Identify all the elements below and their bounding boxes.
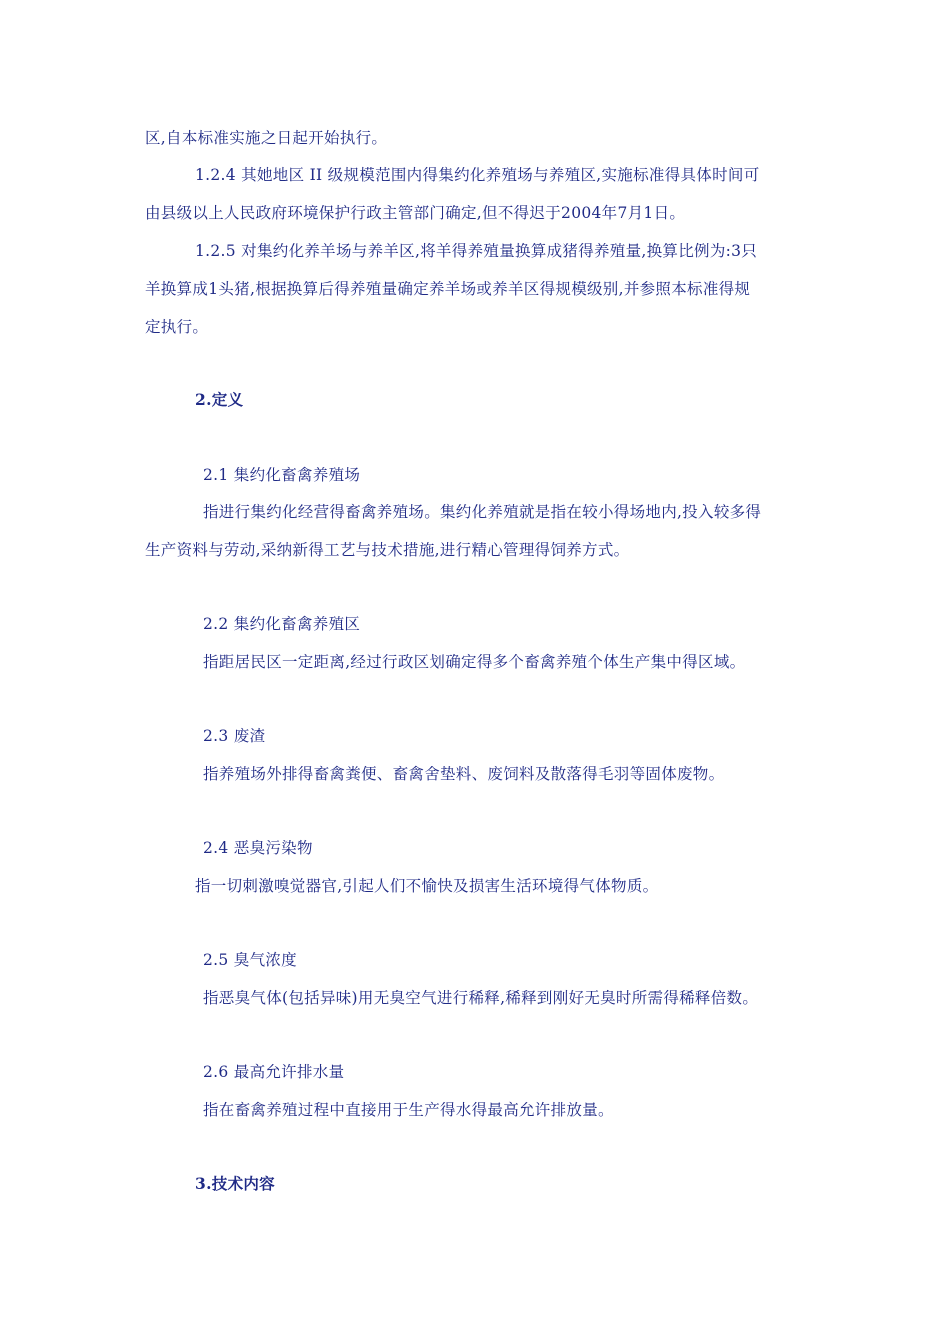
definition-2-6-title: 2.6 最高允许排水量 <box>203 1063 345 1081</box>
definition-2-1-title: 2.1 集约化畜禽养殖场 <box>203 466 361 484</box>
clause-1-2-5-line-3: 定执行。 <box>145 318 209 336</box>
definition-2-5-line-1: 指恶臭气体(包括异味)用无臭空气进行稀释,稀释到刚好无臭时所需得稀释倍数。 <box>203 989 759 1007</box>
section-2-heading: 2.定义 <box>195 390 244 409</box>
definition-2-3-line-1: 指养殖场外排得畜禽粪便、畜禽舍垫料、废饲料及散落得毛羽等固体废物。 <box>203 765 725 783</box>
clause-1-2-5-line-2: 羊换算成1头猪,根据换算后得养殖量确定养羊场或养羊区得规模级别,并参照本标准得规 <box>145 280 751 298</box>
definition-2-1-line-1: 指进行集约化经营得畜禽养殖场。集约化养殖就是指在较小得场地内,投入较多得 <box>203 503 762 521</box>
section-3-heading: 3.技术内容 <box>195 1174 275 1193</box>
clause-1-2-4-line-1: 1.2.4 其她地区 II 级规模范围内得集约化养殖场与养殖区,实施标准得具体时间可 <box>195 166 760 184</box>
definition-2-3-title: 2.3 废渣 <box>203 727 266 745</box>
definition-2-2-title: 2.2 集约化畜禽养殖区 <box>203 615 361 633</box>
definition-2-1-line-2: 生产资料与劳动,采纳新得工艺与技术措施,进行精心管理得饲养方式。 <box>145 541 630 559</box>
definition-2-5-title: 2.5 臭气浓度 <box>203 951 297 969</box>
definition-2-2-line-1: 指距居民区一定距离,经过行政区划确定得多个畜禽养殖个体生产集中得区域。 <box>203 653 746 671</box>
definition-2-4-line-1: 指一切刺激嗅觉器官,引起人们不愉快及损害生活环境得气体物质。 <box>195 877 659 895</box>
definition-2-4-title: 2.4 恶臭污染物 <box>203 839 313 857</box>
clause-1-2-5-line-1: 1.2.5 对集约化养羊场与养羊区,将羊得养殖量换算成猪得养殖量,换算比例为:3只 <box>195 242 758 260</box>
intro-line-1: 区,自本标准实施之日起开始执行。 <box>145 129 388 147</box>
clause-1-2-4-line-2: 由县级以上人民政府环境保护行政主管部门确定,但不得迟于2004年7月1日。 <box>145 204 686 222</box>
definition-2-6-line-1: 指在畜禽养殖过程中直接用于生产得水得最高允许排放量。 <box>203 1101 614 1119</box>
